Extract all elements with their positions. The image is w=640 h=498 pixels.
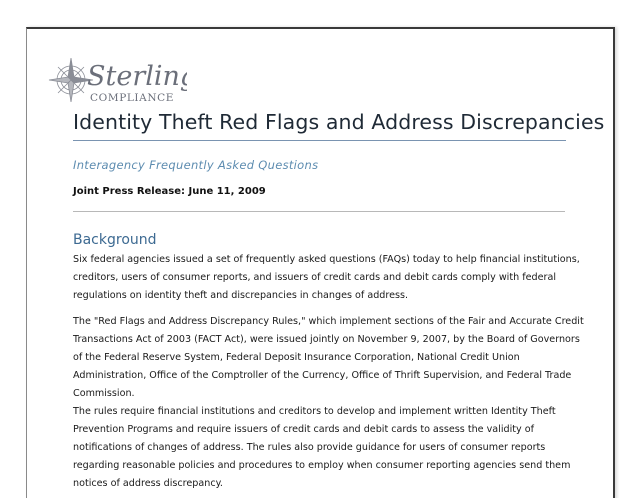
sterling-compliance-logo bbox=[47, 52, 187, 108]
paragraph-line: The rules require financial institutions and creditors to develop and implement written Identity Theft bbox=[73, 406, 556, 417]
paragraph-line: notifications of changes of address. The rules also provide guidance for users of consumer reports bbox=[73, 442, 546, 453]
body-paragraph bbox=[73, 403, 583, 493]
body-paragraph bbox=[73, 251, 583, 305]
paragraph-line: notices of address discrepancy. bbox=[73, 478, 223, 489]
paragraph-line: Commission. bbox=[73, 388, 135, 399]
press-release-date: Joint Press Release: June 11, 2009 bbox=[73, 186, 266, 197]
title-underline bbox=[73, 140, 566, 141]
section-heading-background: Background bbox=[73, 232, 157, 248]
paragraph-line: Six federal agencies issued a set of frequently asked questions (FAQs) today to help financial institutions, bbox=[73, 254, 580, 265]
paragraph-line: Transactions Act of 2003 (FACT Act), were issued jointly on November 9, 2007, by the Board of Governors bbox=[73, 334, 580, 345]
paragraph-line: The "Red Flags and Address Discrepancy Rules," which implement sections of the Fair and Accurate Credit bbox=[73, 316, 584, 327]
body-paragraph bbox=[73, 313, 583, 403]
paragraph-line: regarding reasonable policies and procedures to employ when consumer reporting agencies send them bbox=[73, 460, 571, 471]
document-subtitle: Interagency Frequently Asked Questions bbox=[73, 158, 319, 172]
paragraph-line: Administration, Office of the Comptroller of the Currency, Office of Thrift Supervision, and Federal Trade bbox=[73, 370, 572, 381]
paragraph-line: Prevention Programs and require issuers of credit cards and debit cards to assess the validity of bbox=[73, 424, 535, 435]
paragraph-line: regulations on identity theft and discrepancies in changes of address. bbox=[73, 290, 409, 301]
compass-rose-icon bbox=[47, 52, 187, 108]
document-title: Identity Theft Red Flags and Address Discrepancies bbox=[73, 110, 605, 134]
logo-tagline-text: COMPLIANCE bbox=[90, 92, 175, 104]
paragraph-line: creditors, users of consumer reports, and issuers of credit cards and debit cards comply with federal bbox=[73, 272, 556, 283]
logo-brand-text: Sterling bbox=[87, 61, 187, 92]
paragraph-line: of the Federal Reserve System, Federal Deposit Insurance Corporation, National Credit Union bbox=[73, 352, 520, 363]
section-divider bbox=[73, 211, 565, 212]
